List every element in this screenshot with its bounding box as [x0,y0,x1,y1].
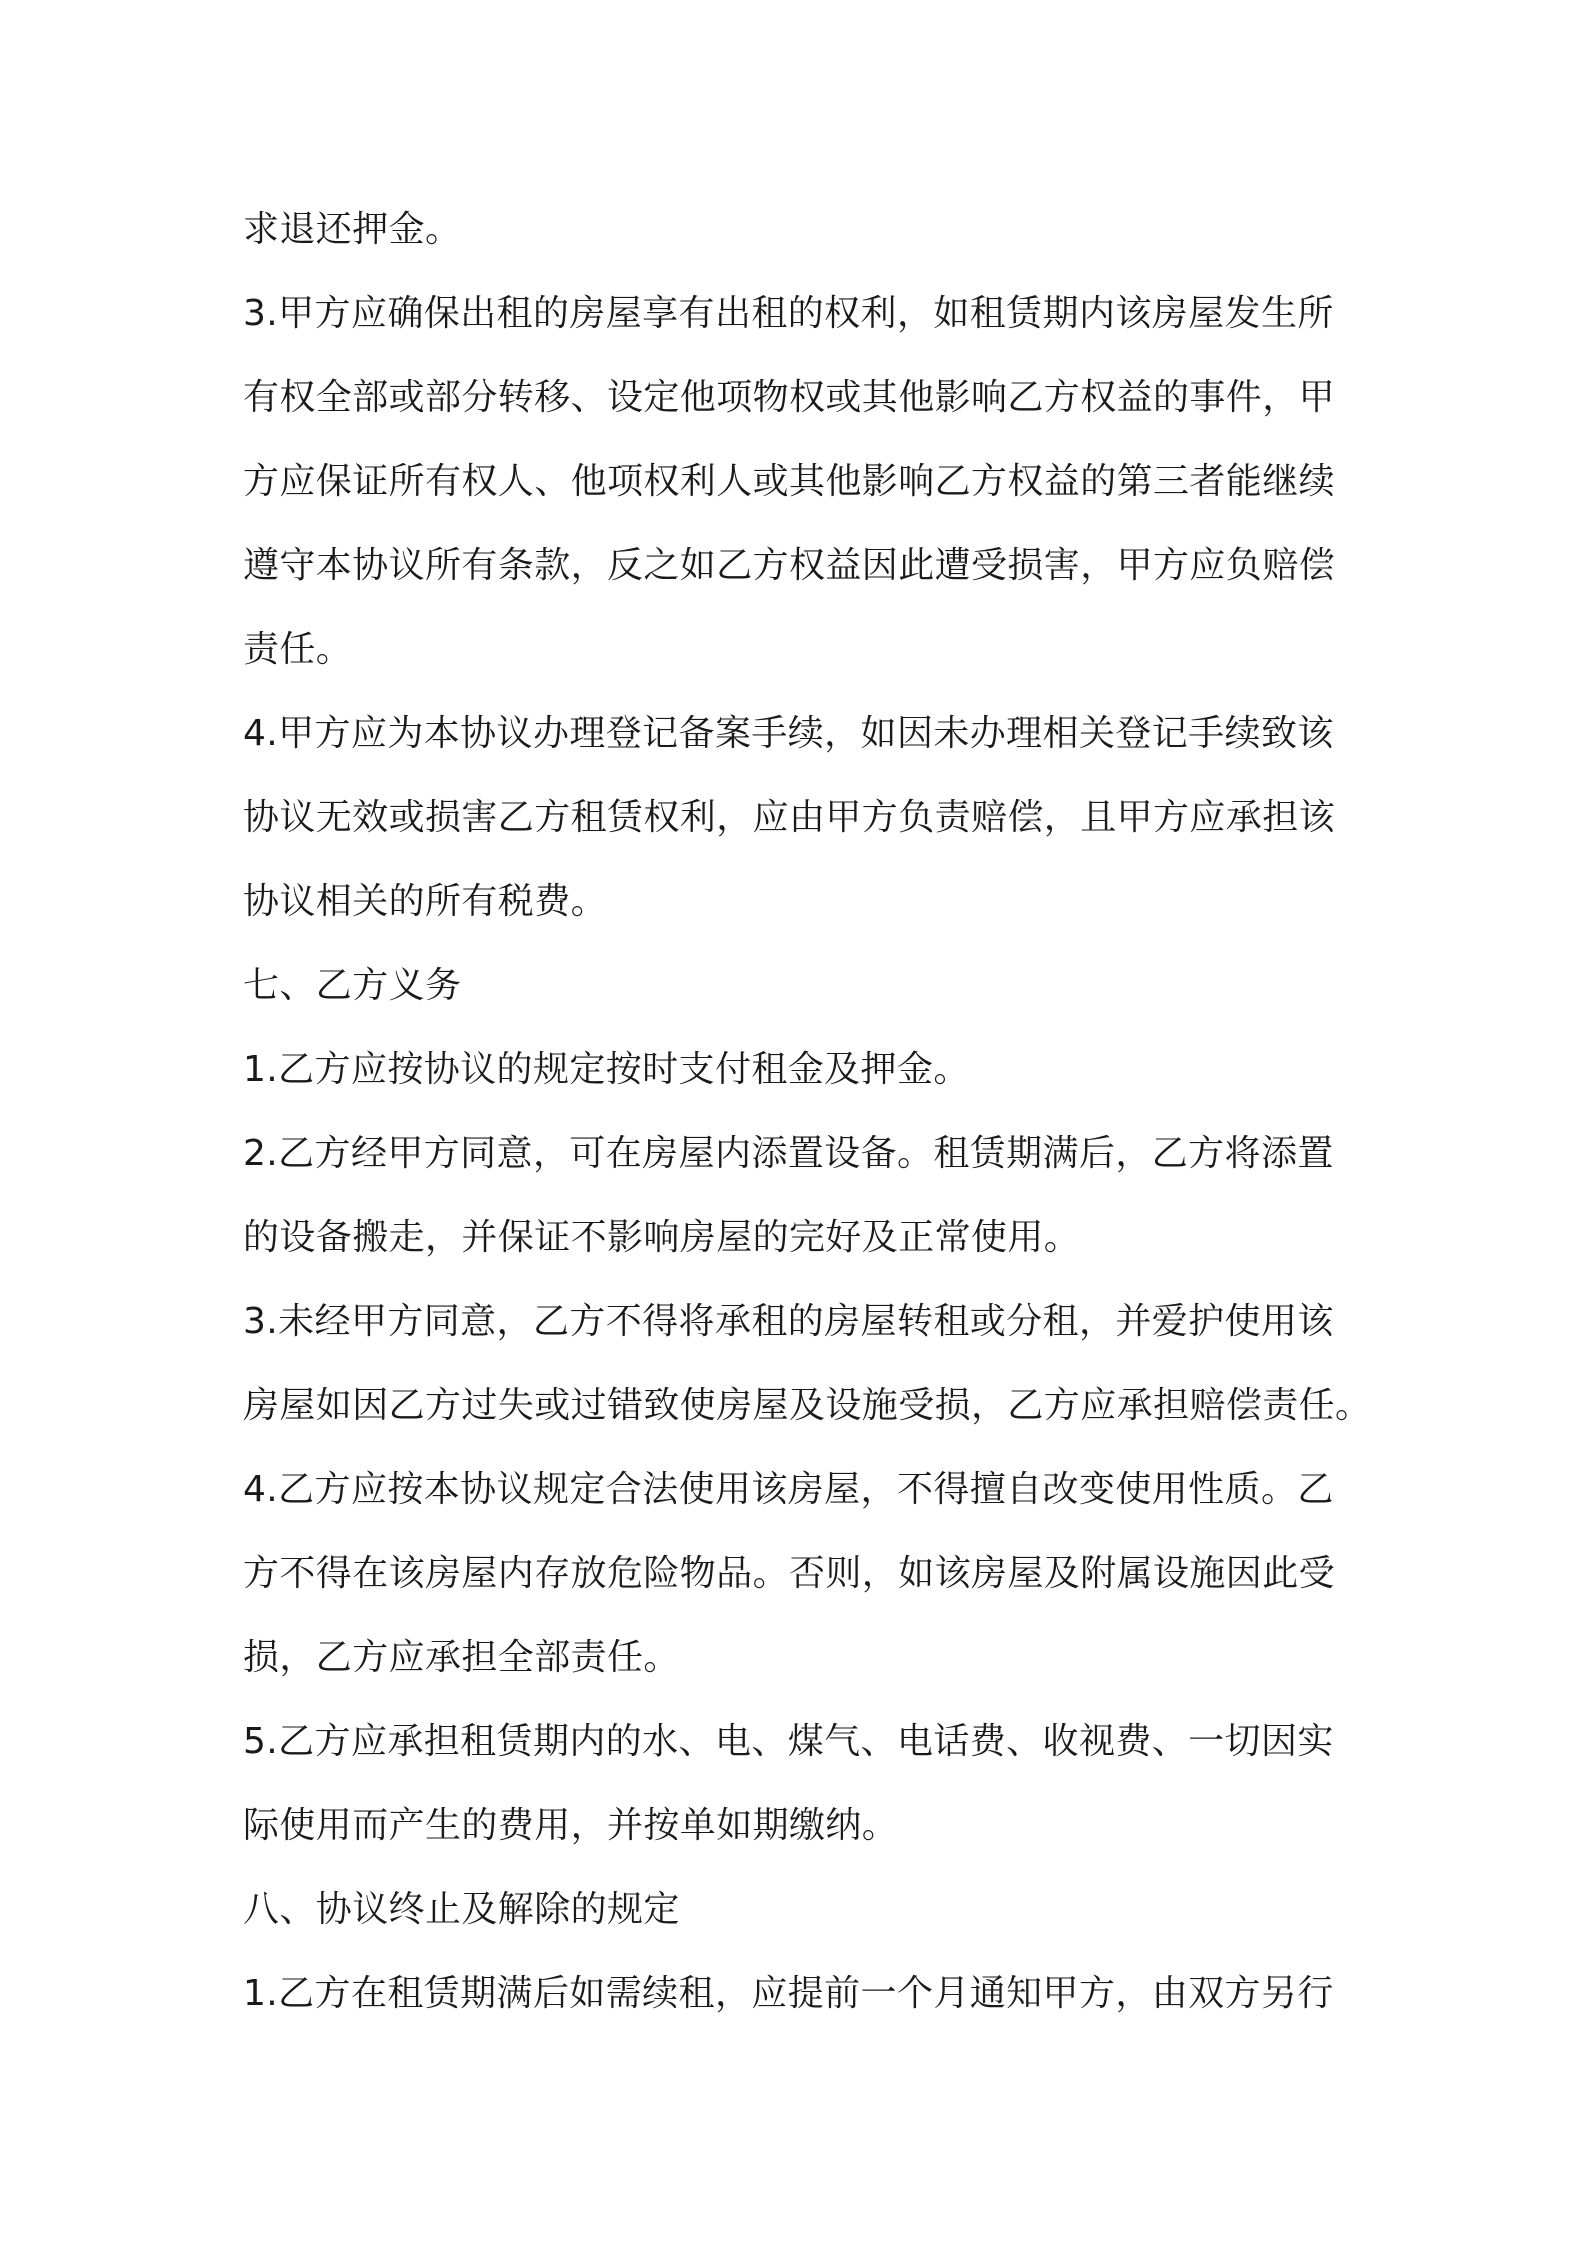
clause-a7-2: 2.乙方经甲方同意，可在房屋内添置设备。租赁期满后，乙方将添置 [243,1133,1334,1174]
section-heading-8: 八、协议终止及解除的规定 [243,1889,680,1930]
text-line: 遵守本协议所有条款，反之如乙方权益因此遭受损害，甲方应负赔偿 [243,545,1336,586]
clause-a6-3: 3.甲方应确保出租的房屋享有出租的权利，如租赁期内该房屋发生所 [243,293,1334,334]
clause-a6-4: 4.甲方应为本协议办理登记备案手续，如因未办理相关登记手续致该 [243,713,1334,754]
text-line: 际使用而产生的费用，并按单如期缴纳。 [243,1805,899,1846]
text-line: 求退还押金。 [243,209,462,250]
clause-a8-1: 1.乙方在租赁期满后如需续租，应提前一个月通知甲方，由双方另行 [243,1973,1334,2014]
text-line: 的设备搬走，并保证不影响房屋的完好及正常使用。 [243,1217,1081,1258]
text-line: 方不得在该房屋内存放危险物品。否则，如该房屋及附属设施因此受 [243,1553,1336,1594]
clause-a7-1: 1.乙方应按协议的规定按时支付租金及押金。 [243,1049,970,1090]
text-line: 有权全部或部分转移、设定他项物权或其他影响乙方权益的事件，甲 [243,377,1336,418]
text-line: 损，乙方应承担全部责任。 [243,1637,680,1678]
section-heading-7: 七、乙方义务 [243,965,462,1006]
text-line: 责任。 [243,629,353,670]
text-line: 方应保证所有权人、他项权利人或其他影响乙方权益的第三者能继续 [243,461,1336,502]
text-line: 协议无效或损害乙方租赁权利，应由甲方负责赔偿，且甲方应承担该 [243,797,1336,838]
clause-a7-3: 3.未经甲方同意，乙方不得将承租的房屋转租或分租，并爱护使用该 [243,1301,1334,1342]
text-line: 房屋如因乙方过失或过错致使房屋及设施受损，乙方应承担赔偿责任。 [243,1385,1372,1426]
clause-a7-5: 5.乙方应承担租赁期内的水、电、煤气、电话费、收视费、一切因实 [243,1721,1334,1762]
clause-a7-4: 4.乙方应按本协议规定合法使用该房屋，不得擅自改变使用性质。乙 [243,1469,1334,1510]
text-line: 协议相关的所有税费。 [243,881,608,922]
contract-text [243,188,1403,2036]
